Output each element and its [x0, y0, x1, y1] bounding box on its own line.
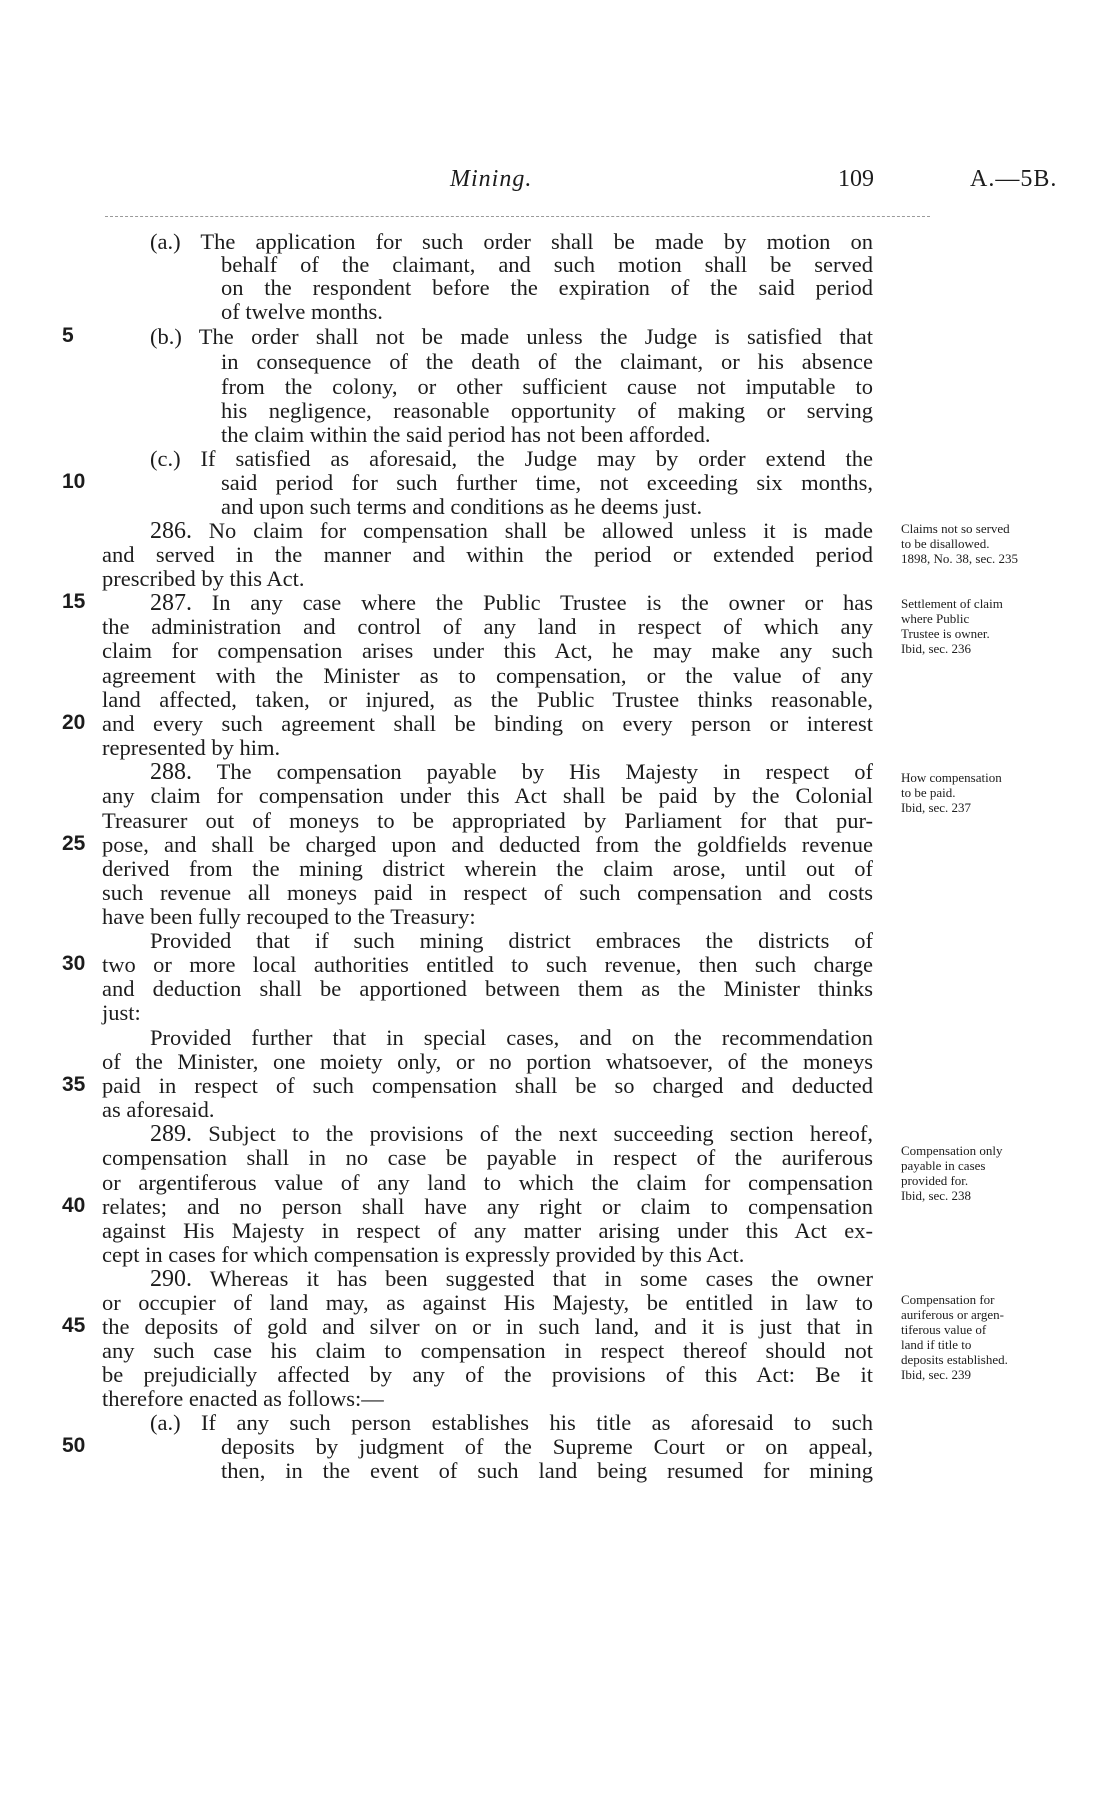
text-line	[150, 518, 873, 544]
line-number: 25	[62, 832, 86, 855]
line-text: Treasurer out of moneys to be appropriated by Parliament for that pur-	[102, 808, 873, 833]
text-line	[221, 349, 873, 375]
text-line	[102, 1097, 214, 1123]
line-number: 35	[62, 1073, 86, 1096]
line-text: Provided that if such mining district embraces the districts of	[150, 928, 873, 953]
line-text: Subject to the provisions of the next succeeding section hereof,	[192, 1121, 873, 1146]
line-number: 30	[62, 952, 86, 975]
line-text: land affected, taken, or injured, as the Public Trustee thinks reasonable,	[102, 687, 873, 712]
text-line	[102, 1194, 873, 1220]
text-line	[102, 542, 873, 568]
running-title: Mining.	[450, 166, 533, 192]
line-text: and every such agreement shall be binding on every person or interest	[102, 711, 873, 736]
line-text: No claim for compensation shall be allowed unless it is made	[192, 518, 873, 543]
text-line	[150, 1266, 873, 1292]
line-text: just:	[102, 1000, 141, 1025]
text-line	[221, 1434, 873, 1460]
line-text: In any case where the Public Trustee is the owner or has	[192, 590, 873, 615]
text-line	[150, 1121, 873, 1147]
line-text: be prejudicially affected by any of the provisions of this Act: Be it	[102, 1362, 873, 1387]
margin-note-line: How compensation	[901, 770, 1002, 785]
page-number: 109	[838, 166, 874, 192]
text-line	[102, 1338, 873, 1364]
margin-note-line: tiferous value of	[901, 1322, 987, 1337]
margin-note	[901, 1143, 1002, 1203]
text-line	[102, 1170, 873, 1196]
line-text: in consequence of the death of the claimant, or his absence	[221, 349, 873, 374]
line-number: 15	[62, 590, 86, 613]
line-text: prescribed by this Act.	[102, 566, 305, 591]
text-line	[221, 398, 873, 424]
margin-note-line: Claims not so served	[901, 521, 1010, 536]
line-text: derived from the mining district wherein the claim arose, until out of	[102, 856, 873, 881]
margin-note	[901, 521, 1018, 566]
margin-note-line: Ibid, sec. 237	[901, 800, 972, 815]
margin-note-line: auriferous or argen-	[901, 1307, 1004, 1322]
text-line	[102, 1242, 744, 1268]
line-text: The compensation payable by His Majesty in respect of	[192, 759, 873, 784]
text-line	[102, 976, 873, 1002]
section-number: 289.	[150, 1121, 192, 1147]
text-line	[102, 880, 873, 906]
line-text: Whereas it has been suggested that in some cases the owner	[192, 1266, 873, 1291]
line-number: 10	[62, 470, 86, 493]
margin-note	[901, 1292, 1008, 1382]
section-number: 288.	[150, 759, 192, 785]
line-number: 20	[62, 711, 86, 734]
line-number: 40	[62, 1194, 86, 1217]
line-text: such revenue all moneys paid in respect of such compensation and costs	[102, 880, 873, 905]
line-text: said period for such further time, not exceeding six months,	[221, 470, 873, 495]
line-text: then, in the event of such land being resumed for mining	[221, 1458, 873, 1483]
line-text: deposits by judgment of the Supreme Court or on appeal,	[221, 1434, 873, 1459]
margin-note-line: payable in cases	[901, 1158, 986, 1173]
text-line	[221, 1458, 873, 1484]
line-text: on the respondent before the expiration of the said period	[221, 275, 873, 300]
margin-note-line: Compensation only	[901, 1143, 1003, 1158]
line-text: and deduction shall be apportioned between them as the Minister thinks	[102, 976, 873, 1001]
text-line	[221, 299, 383, 325]
line-text: therefore enacted as follows:—	[102, 1386, 384, 1411]
text-line	[102, 663, 873, 689]
text-line	[150, 1410, 873, 1436]
text-line	[102, 832, 873, 858]
line-text: relates; and no person shall have any right or claim to compensation	[102, 1194, 873, 1219]
text-line	[150, 759, 873, 785]
line-text: (a.) The application for such order shall be made by motion on	[150, 229, 873, 254]
text-line	[150, 324, 873, 350]
line-text: the claim within the said period has not been afforded.	[221, 422, 711, 447]
margin-note-line: Ibid, sec. 239	[901, 1367, 972, 1382]
margin-note-line: to be disallowed.	[901, 536, 990, 551]
document-reference: A.—5B.	[970, 166, 1058, 192]
margin-note-line: to be paid.	[901, 785, 956, 800]
text-line	[102, 1218, 873, 1244]
line-text: and upon such terms and conditions as he deems just.	[221, 494, 703, 519]
line-text: compensation shall in no case be payable in respect of the auriferous	[102, 1145, 873, 1170]
margin-note-line: Compensation for	[901, 1292, 995, 1307]
text-line	[102, 1073, 873, 1099]
margin-note	[901, 770, 1002, 815]
margin-note-line: provided for.	[901, 1173, 969, 1188]
line-text: his negligence, reasonable opportunity of making or serving	[221, 398, 873, 423]
margin-note-line: Trustee is owner.	[901, 626, 990, 641]
line-text: (c.) If satisfied as aforesaid, the Judge may by order extend the	[150, 446, 873, 471]
text-line	[102, 1290, 873, 1316]
text-line	[102, 1314, 873, 1340]
text-line	[102, 638, 873, 664]
line-text: behalf of the claimant, and such motion shall be served	[221, 252, 873, 277]
text-line	[150, 446, 873, 472]
section-number: 286.	[150, 518, 192, 544]
text-line	[102, 1145, 873, 1171]
line-text: of twelve months.	[221, 299, 383, 324]
text-line	[102, 566, 304, 592]
line-number: 50	[62, 1434, 86, 1457]
text-line	[150, 1025, 873, 1051]
line-text: (a.) If any such person establishes his title as aforesaid to such	[150, 1410, 873, 1435]
margin-note-line: Settlement of claim	[901, 596, 1003, 611]
line-text: have been fully recouped to the Treasury:	[102, 904, 476, 929]
text-line	[102, 1000, 141, 1026]
text-line	[102, 1386, 384, 1412]
line-text: two or more local authorities entitled to such revenue, then such charge	[102, 952, 873, 977]
line-text: against His Majesty in respect of any matter arising under this Act ex-	[102, 1218, 873, 1243]
section-number: 290.	[150, 1266, 192, 1292]
text-line	[221, 275, 873, 301]
text-line	[150, 590, 873, 616]
line-text: the administration and control of any land in respect of which any	[102, 614, 873, 639]
section-number: 287.	[150, 590, 192, 616]
line-text: represented by him.	[102, 735, 281, 760]
margin-note	[901, 596, 1003, 656]
line-text: Provided further that in special cases, and on the recommendation	[150, 1025, 873, 1050]
header-rule	[105, 216, 930, 217]
text-line	[102, 1049, 873, 1075]
text-line	[102, 614, 873, 640]
line-text: (b.) The order shall not be made unless the Judge is satisfied that	[150, 324, 873, 349]
line-text: any claim for compensation under this Act shall be paid by the Colonial	[102, 783, 873, 808]
text-line	[102, 1362, 873, 1388]
text-line	[102, 711, 873, 737]
line-text: claim for compensation arises under this Act, he may make any such	[102, 638, 873, 663]
margin-note-line: 1898, No. 38, sec. 235	[901, 551, 1018, 566]
margin-note-line: deposits established.	[901, 1352, 1008, 1367]
margin-note-line: Ibid, sec. 238	[901, 1188, 972, 1203]
margin-note-line: land if title to	[901, 1337, 972, 1352]
line-text: agreement with the Minister as to compensation, or the value of any	[102, 663, 873, 688]
line-text: and served in the manner and within the period or extended period	[102, 542, 873, 567]
line-text: of the Minister, one moiety only, or no portion whatsoever, of the moneys	[102, 1049, 873, 1074]
text-line	[102, 687, 873, 713]
line-text: or occupier of land may, as against His Majesty, be entitled in law to	[102, 1290, 873, 1315]
text-line	[221, 374, 873, 400]
margin-note-line: Ibid, sec. 236	[901, 641, 972, 656]
line-number: 45	[62, 1314, 86, 1337]
text-line	[102, 952, 873, 978]
text-line	[150, 928, 873, 954]
text-line	[102, 856, 873, 882]
text-line	[221, 470, 873, 496]
text-line	[221, 494, 702, 520]
line-text: any such case his claim to compensation in respect thereof should not	[102, 1338, 873, 1363]
text-line	[221, 422, 710, 448]
line-text: from the colony, or other sufficient cause not imputable to	[221, 374, 873, 399]
text-line	[102, 904, 476, 930]
line-text: pose, and shall be charged upon and deducted from the goldfields revenue	[102, 832, 873, 857]
margin-note-line: where Public	[901, 611, 970, 626]
line-text: or argentiferous value of any land to which the claim for compensation	[102, 1170, 873, 1195]
line-text: cept in cases for which compensation is expressly provided by this Act.	[102, 1242, 745, 1267]
line-text: paid in respect of such compensation shall be so charged and deducted	[102, 1073, 873, 1098]
text-line	[102, 808, 873, 834]
text-line	[102, 783, 873, 809]
line-number: 5	[62, 324, 74, 347]
text-line	[102, 735, 280, 761]
line-text: the deposits of gold and silver on or in such land, and it is just that in	[102, 1314, 873, 1339]
line-text: as aforesaid.	[102, 1097, 215, 1122]
